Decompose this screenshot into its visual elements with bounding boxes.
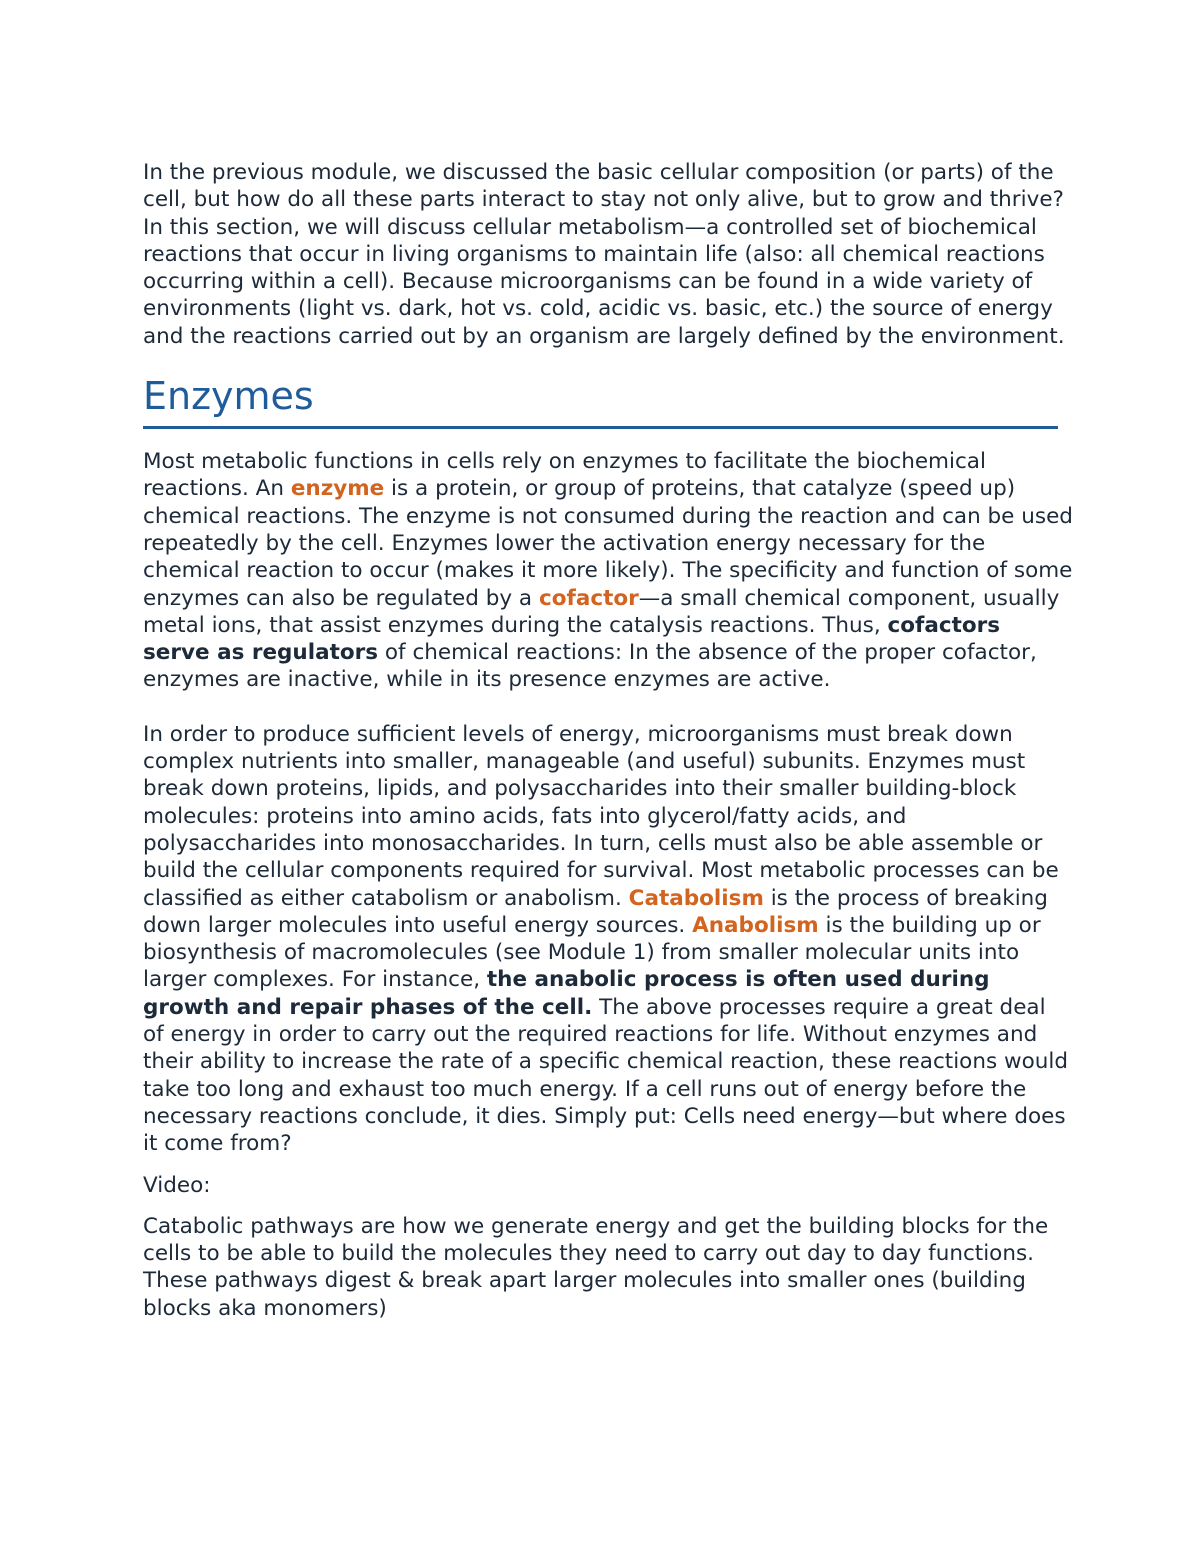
term-enzyme: enzyme bbox=[290, 476, 385, 502]
emphasis-anabolic-process: the anabolic process is often used during growth and repair phases of the cell. bbox=[143, 967, 990, 1020]
metabolism-paragraph-text-4: The above processes require a great deal of energy in order to carry out the required reactions for life. Without enzymes and their ability to increase the rate of a specific chemical reaction, these reactions would take too long and exhaust too much energy. If a cell runs out of energy before the necessary reactions conclude, it dies. Simply put: Cells need energy—but where does it come from? bbox=[143, 994, 1068, 1157]
enzymes-paragraph-text-1: Most metabolic functions in cells rely on enzymes to facilitate the biochemical reactions. An bbox=[143, 449, 986, 502]
term-catabolism: Catabolism bbox=[628, 885, 764, 911]
metabolism-paragraph-text-1: In order to produce sufficient levels of energy, microorganisms must break down complex nutrients into smaller, manageable (and useful) subunits. Enzymes must break down proteins, lipids, and polysaccharides into their smaller building-block molecules: proteins into amino acids, fats into glycerol/fatty acids, and polysaccharides into monosaccharides. In turn, cells must also be able assemble or build the cellular components required for survival. Most metabolic processes can be classified as either catabolism or anabolism. bbox=[143, 721, 1059, 911]
metabolism-paragraph-text-3: is the building up or biosynthesis of macromolecules (see Module 1) from smaller molecular units into larger complexes. For instance, bbox=[143, 912, 1041, 993]
metabolism-paragraph-text-2: is the process of breaking down larger molecules into useful energy sources. bbox=[143, 885, 1048, 938]
enzymes-paragraph-text-4: of chemical reactions: In the absence of the proper cofactor, enzymes are inactive, while in its presence enzymes are active. bbox=[143, 640, 1037, 693]
metabolism-paragraph bbox=[143, 721, 1073, 1158]
heading-underline bbox=[143, 426, 1058, 429]
intro-paragraph: In the previous module, we discussed the basic cellular composition (or parts) of the cell, but how do all these parts interact to stay not only alive, but to grow and thrive? In this section, we will discuss cellular metabolism—a controlled set of biochemical reactions that occur in living organisms to maintain life (also: all chemical reactions occurring within a cell). Because microorganisms can be found in a wide variety of environments (light vs. dark, hot vs. cold, acidic vs. basic, etc.) the source of energy and the reactions carried out by an organism are largely defined by the environment. bbox=[143, 160, 1065, 349]
catabolic-pathways-paragraph: Catabolic pathways are how we generate energy and get the building blocks for the cells to be able to build the molecules they need to carry out day to day functions. These pathways digest & break apart larger molecules into smaller ones (building blocks aka monomers) bbox=[143, 1213, 1049, 1321]
emphasis-cofactors-regulators: cofactors serve as regulators bbox=[143, 612, 1001, 666]
document-page bbox=[143, 159, 1073, 1322]
enzymes-paragraph bbox=[143, 448, 1073, 694]
section-heading-enzymes: Enzymes bbox=[143, 374, 314, 419]
enzymes-paragraph-text-3: —a small chemical component, usually metal ions, that assist enzymes during the catalysis reactions. Thus, bbox=[143, 585, 1060, 638]
term-anabolism: Anabolism bbox=[692, 912, 819, 938]
term-cofactor: cofactor bbox=[538, 585, 639, 611]
enzymes-paragraph-text-2: is a protein, or group of proteins, that catalyze (speed up) chemical reactions. The enzyme is not consumed during the reaction and can be used repeatedly by the cell. Enzymes lower the activation energy necessary for the chemical reaction to occur (makes it more likely). The specificity and function of some enzymes can also be regulated by a bbox=[143, 476, 1073, 611]
video-label: Video: bbox=[143, 1172, 211, 1198]
